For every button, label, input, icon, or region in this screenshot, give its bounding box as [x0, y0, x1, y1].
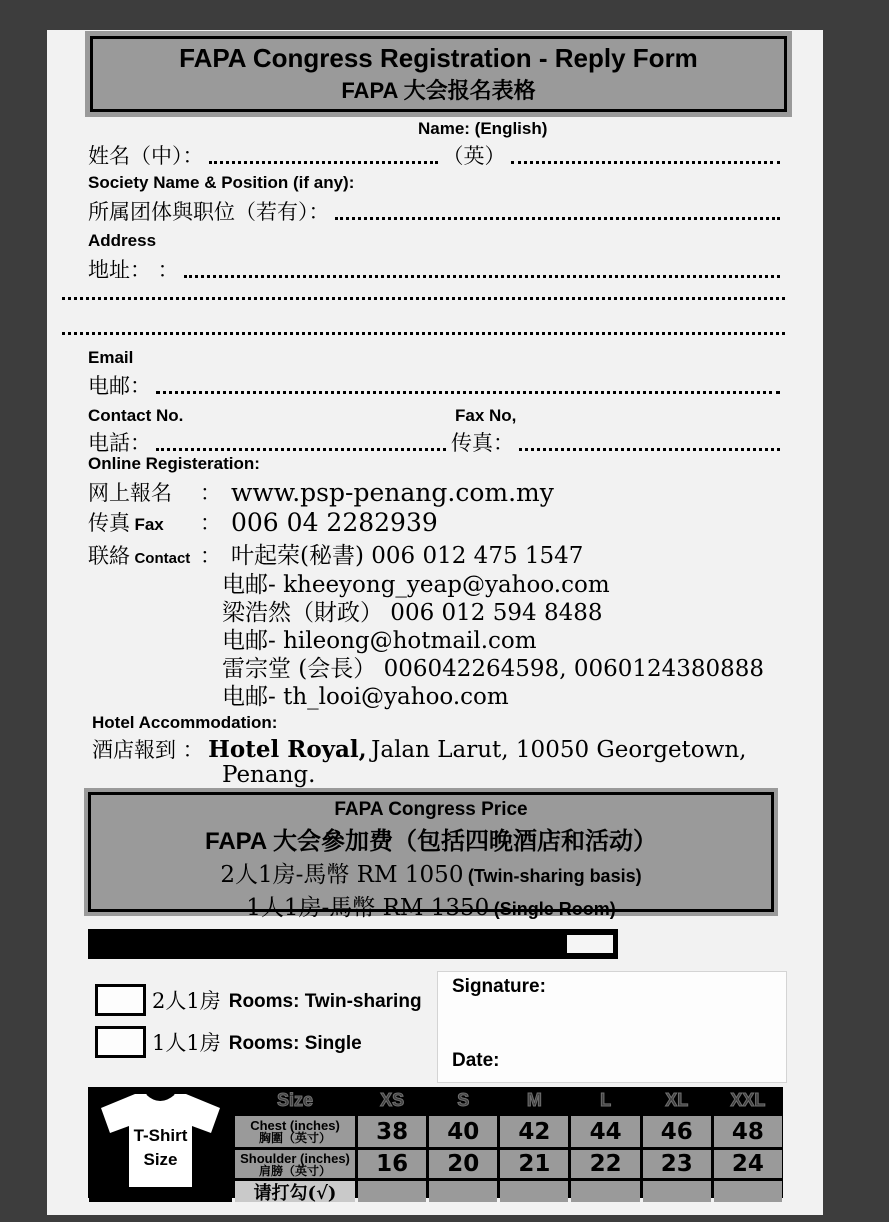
contact-person-1: 叶起荣(秘書) 006 012 475 1547	[231, 543, 584, 569]
tshirt-graphic-line1: T-Shirt	[133, 1126, 188, 1145]
contact-no-label: Contact No.	[88, 406, 184, 425]
chest-xl: 46	[643, 1116, 711, 1147]
name-chinese-label: 姓名（中）：	[88, 144, 204, 168]
tick-cell-xl[interactable]	[643, 1181, 711, 1202]
chest-xxl: 48	[714, 1116, 782, 1147]
registration-url[interactable]: www.psp-penang.com.my	[231, 478, 554, 507]
price-single-amount: 1人1房-馬幣 RM 1350	[246, 895, 490, 921]
congress-price-box	[88, 792, 774, 921]
online-contact-colon: ：	[200, 544, 221, 568]
tick-cell-m[interactable]	[500, 1181, 568, 1202]
price-title-chinese: FAPA 大会參加费（包括四晚酒店和活动）	[204, 828, 657, 855]
shoulder-label-english: Shoulder (inches)	[240, 1150, 350, 1166]
hotel-name: Hotel Royal,	[208, 736, 367, 763]
shoulder-label-cell	[235, 1150, 355, 1178]
form-title-english: FAPA Congress Registration - Reply Form	[179, 43, 698, 73]
society-label-english: Society Name & Position (if any):	[88, 173, 355, 192]
single-room-label-chinese: 1人1房	[152, 1031, 221, 1055]
tshirt-graphic-cell	[89, 1088, 232, 1202]
web-colon: ：	[200, 481, 221, 505]
chest-xs: 38	[358, 1116, 426, 1147]
name-english-paren-label: （英）	[442, 144, 506, 168]
web-label-chinese: 网上報名	[88, 481, 172, 505]
contact-person-3: 雷宗堂 (会長） 006042264598, 0060124380888	[222, 656, 765, 682]
size-header-l: L	[571, 1088, 639, 1113]
form-title-chinese: FAPA 大会报名表格	[341, 78, 536, 103]
shoulder-l: 22	[571, 1150, 639, 1178]
online-fax-number: 006 04 2282939	[231, 508, 438, 537]
size-header-s: S	[429, 1088, 497, 1113]
twin-sharing-label-english: Rooms: Twin-sharing	[228, 991, 422, 1012]
name-chinese-input-line[interactable]	[209, 161, 438, 164]
online-web-row	[88, 477, 785, 507]
hotel-address: Jalan Larut, 10050 Georgetown,	[371, 737, 747, 763]
contact-email-1: 电邮- kheeyong_yeap@yahoo.com	[222, 572, 610, 598]
contact-email-2: 电邮- hileong@hotmail.com	[222, 628, 537, 654]
email-label-english: Email	[88, 348, 134, 367]
name-english-input-line[interactable]	[511, 161, 780, 164]
size-header-xl: XL	[643, 1088, 711, 1113]
society-row	[88, 196, 785, 226]
name-row	[88, 140, 785, 170]
price-twin-amount: 2人1房-馬幣 RM 1050	[220, 862, 464, 888]
shoulder-xl: 23	[643, 1150, 711, 1178]
contact-person-2: 梁浩然（財政） 006 012 594 8488	[222, 600, 603, 626]
hotel-address-line2: Penang.	[222, 762, 316, 788]
online-registration-heading: Online Registeration:	[88, 454, 260, 473]
chest-s: 40	[429, 1116, 497, 1147]
date-label: Date:	[452, 1050, 500, 1071]
phone-fax-row	[88, 427, 785, 457]
shoulder-label-chinese: 肩膀（英寸）	[258, 1163, 331, 1178]
price-single-line	[91, 889, 771, 922]
tick-cell-xxl[interactable]	[714, 1181, 782, 1202]
size-header-xs: XS	[358, 1088, 426, 1113]
society-input-line[interactable]	[335, 217, 781, 220]
signature-label: Signature:	[452, 976, 546, 997]
online-contact-label-chinese: 联絡	[88, 544, 130, 568]
society-label-chinese: 所属团体與职位（若有）：	[88, 200, 330, 224]
fax-label-chinese: 传真：	[451, 431, 514, 455]
single-room-label-english: Rooms: Single	[228, 1033, 362, 1054]
chest-label-english: Chest (inches)	[250, 1118, 340, 1133]
form-title-box	[90, 36, 787, 112]
single-room-checkbox[interactable]	[95, 1026, 146, 1058]
address-input-line-2[interactable]	[62, 297, 785, 300]
size-header-xxl: XXL	[714, 1088, 782, 1113]
name-english-label: Name: (English)	[418, 119, 548, 138]
single-room-label	[152, 1027, 362, 1057]
tick-cell-s[interactable]	[429, 1181, 497, 1202]
chest-l: 44	[571, 1116, 639, 1147]
price-twin-line	[91, 856, 771, 889]
address-input-line-3[interactable]	[62, 332, 785, 335]
tick-cell-l[interactable]	[571, 1181, 639, 1202]
address-label-chinese: 地址： ：	[88, 258, 179, 282]
redacted-field-bar	[88, 929, 618, 959]
fax-input-line[interactable]	[519, 448, 780, 451]
contact-email-3: 电邮- th_looi@yahoo.com	[222, 684, 509, 710]
twin-sharing-checkbox[interactable]	[95, 984, 146, 1016]
address-label-english: Address	[88, 231, 157, 250]
online-contact-label	[88, 540, 200, 570]
tshirt-graphic-line2: Size	[143, 1150, 178, 1169]
online-fax-row	[88, 507, 785, 537]
shoulder-xs: 16	[358, 1150, 426, 1178]
email-label-chinese: 电邮：	[88, 374, 151, 398]
twin-sharing-label-chinese: 2人1房	[152, 989, 221, 1013]
online-contact-label-english: Contact	[134, 550, 191, 567]
hotel-row	[92, 734, 782, 764]
chest-label-cell	[235, 1116, 355, 1147]
address-input-line-1[interactable]	[184, 275, 780, 278]
price-title-english: FAPA Congress Price	[334, 799, 528, 820]
tick-cell-xs[interactable]	[358, 1181, 426, 1202]
hotel-label-chinese: 酒店報到 ：	[92, 738, 204, 762]
email-input-line[interactable]	[156, 391, 780, 394]
tick-label-cell: 请打勾(√)	[235, 1181, 355, 1202]
chest-label-chinese: 胸圍（英寸）	[258, 1131, 331, 1145]
phone-input-line[interactable]	[156, 448, 446, 451]
price-twin-note: (Twin-sharing basis)	[467, 866, 642, 886]
chest-m: 42	[500, 1116, 568, 1147]
online-fax-label-chinese: 传真	[88, 511, 130, 535]
email-row	[88, 370, 785, 400]
shoulder-s: 20	[429, 1150, 497, 1178]
size-header-m: M	[500, 1088, 568, 1113]
signature-box[interactable]	[437, 971, 787, 1083]
fax-no-label: Fax No,	[455, 406, 517, 425]
price-single-note: (Single Room)	[493, 899, 616, 919]
redacted-field-input-box[interactable]	[564, 932, 616, 956]
address-row	[88, 254, 785, 284]
shoulder-xxl: 24	[714, 1150, 782, 1178]
shoulder-m: 21	[500, 1150, 568, 1178]
online-fax-label	[88, 507, 200, 537]
tshirt-size-table	[88, 1087, 783, 1204]
online-fax-colon: ：	[200, 511, 221, 535]
phone-label-chinese: 电話：	[88, 431, 151, 455]
twin-sharing-label	[152, 985, 422, 1015]
online-fax-label-english: Fax	[134, 515, 164, 534]
hotel-accommodation-heading: Hotel Accommodation:	[92, 713, 278, 732]
size-header-cell: Size	[235, 1088, 355, 1113]
